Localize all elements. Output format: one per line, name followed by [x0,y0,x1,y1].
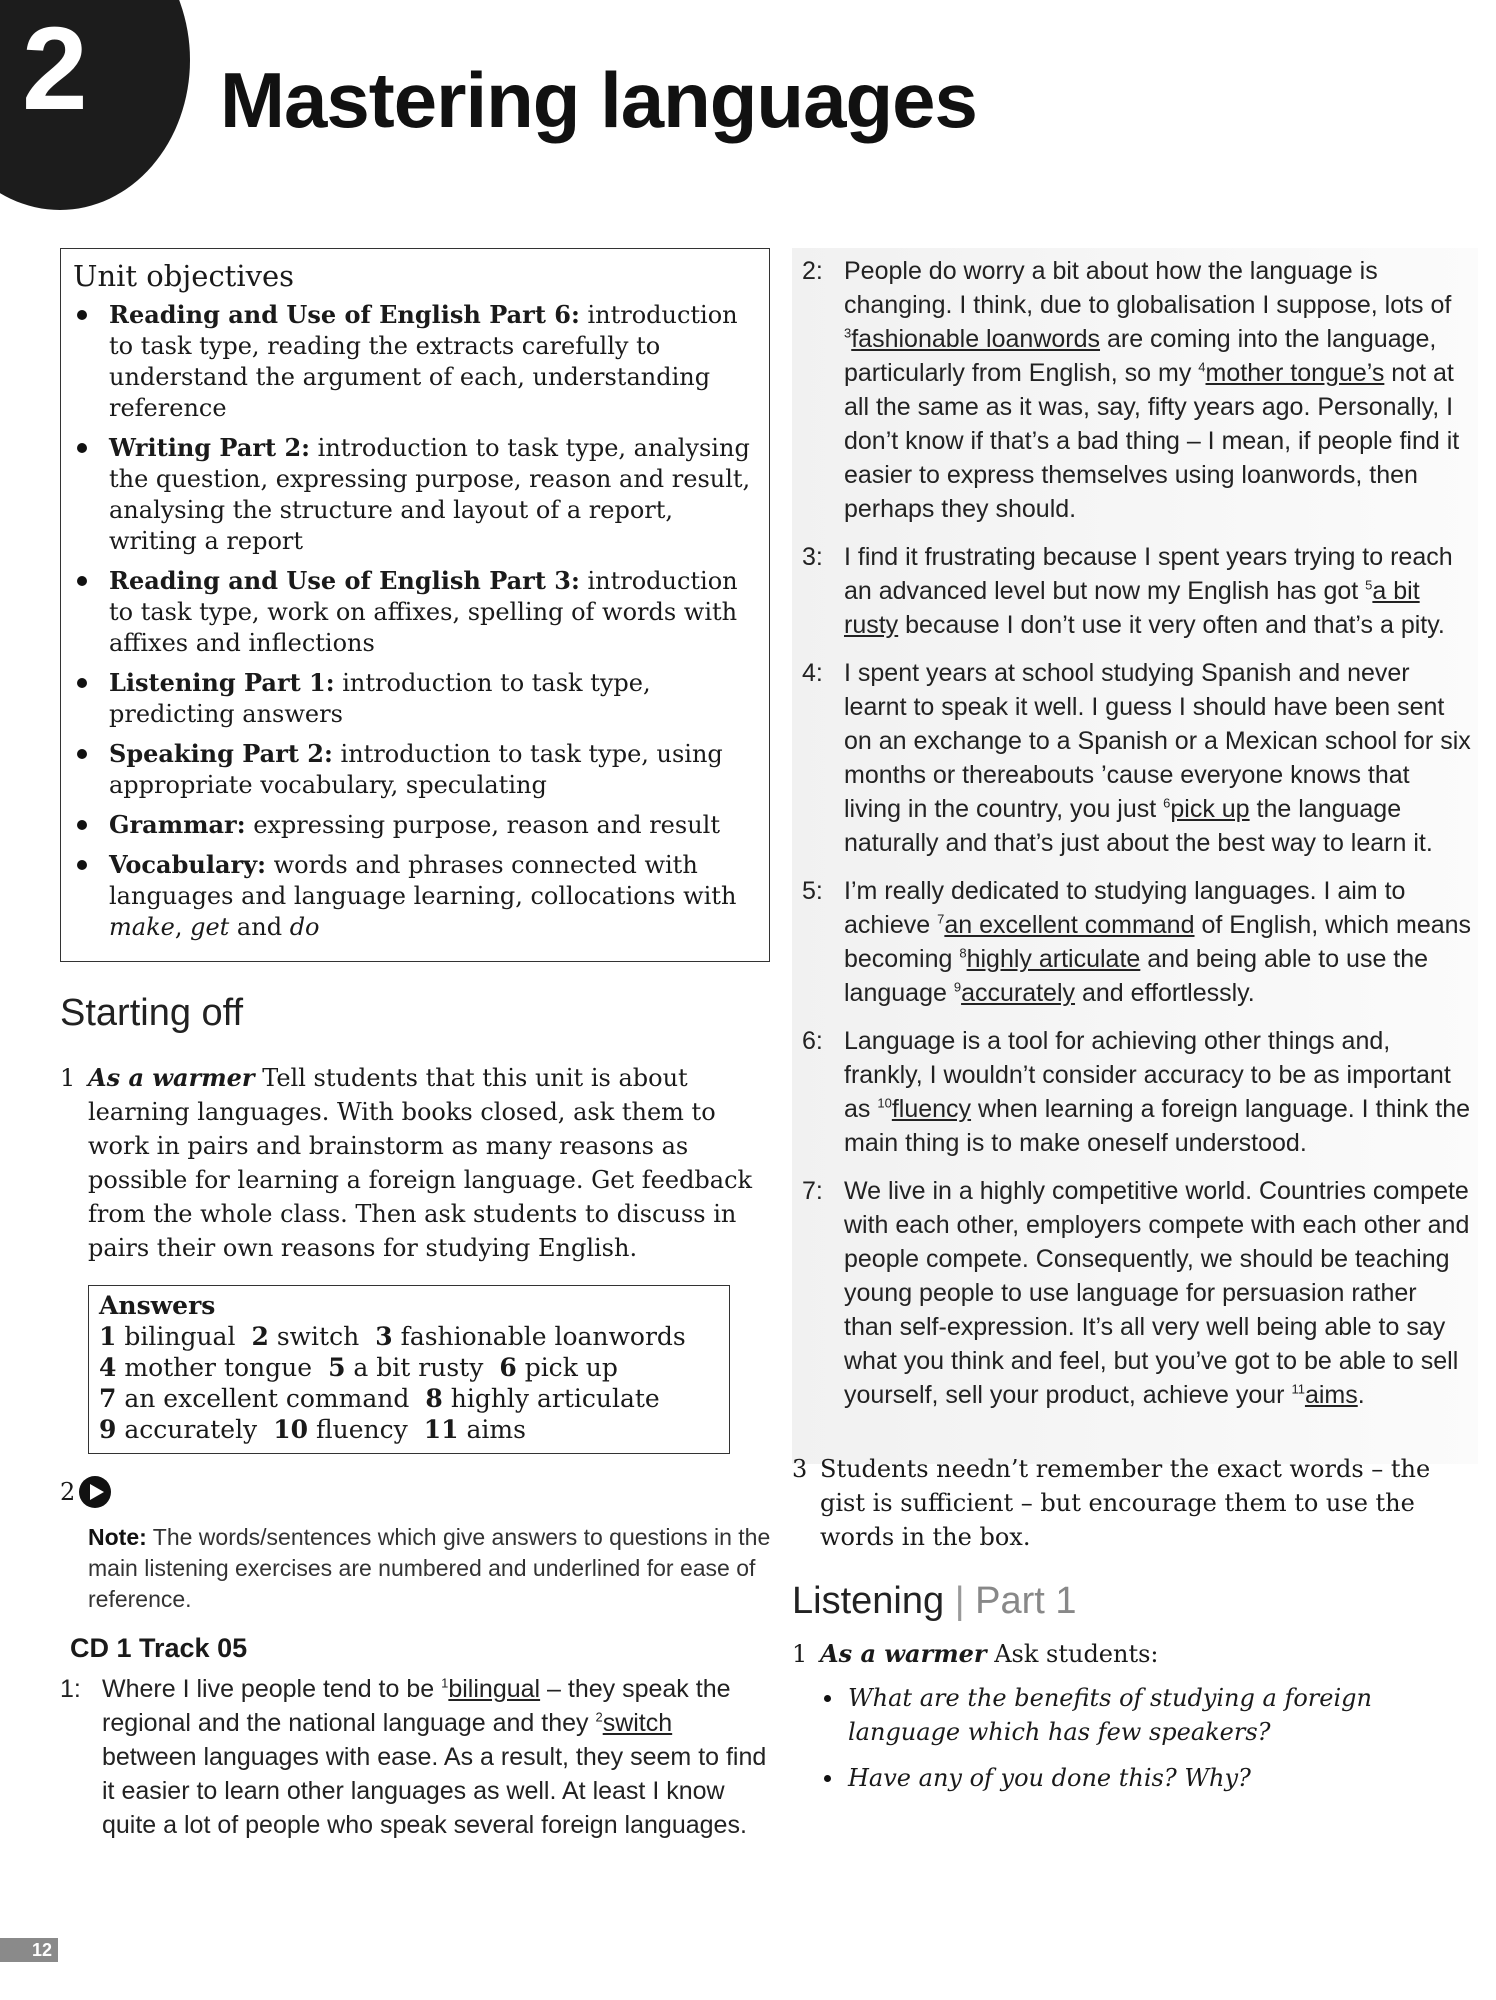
answers-row [99,1321,719,1352]
starting-off-heading: Starting off [60,992,244,1034]
listening-title: Listening [792,1580,945,1622]
answer-ref: 1 [441,1675,449,1691]
speaker-number: 4: [802,659,823,687]
objective-label: Vocabulary [109,850,258,879]
list-item: Reading and Use of English Part 6: introduction to task type, reading the extracts carefully to understand the argument of each, understanding reference [73,299,757,424]
list-item: Grammar: expressing purpose, reason and result [73,809,757,841]
objective-sep: , [174,913,191,941]
answer-number: 3 [375,1322,393,1351]
transcript-text: Where I live people tend to be [102,1675,442,1703]
answers-title: Answers [99,1291,216,1320]
answer-text: pick up [524,1353,618,1382]
exercise-text: Students needn’t remember the exact words – the gist is sufficient – but encourage them to use the words in the box. [820,1455,1431,1551]
objective-label: Speaking Part 2 [109,739,325,768]
left-column [60,248,772,1856]
list-item: Have any of you done this? Why? [820,1761,1472,1795]
objective-text: expressing purpose, reason and result [253,811,720,839]
objective-word: make [109,913,175,941]
list-item: Writing Part 2: introduction to task type, analysing the question, expressing purpose, reason and result, analysing the structure and layout of a report, writing a report [73,432,757,557]
objective-text: introduction to task type, using appropriate vocabulary, speculating [109,740,723,799]
answer-ref: 2 [595,1709,603,1725]
transcript-speaker-2 [802,254,1472,526]
speaker-number: 5: [802,877,823,905]
warmer-label: As a warmer [88,1063,255,1092]
objectives-title: Unit objectives [73,259,295,293]
objective-label: Reading and Use of English Part 6 [109,300,571,329]
teacher-note [88,1522,772,1615]
answer-text: fashionable loanwords [400,1322,686,1351]
exercise-2 [60,1476,772,1508]
answer-underline: aims [1304,1381,1358,1409]
objective-word: do [289,913,320,941]
answer-underline: switch [602,1709,673,1737]
answer-underline: mother tongue’s [1205,359,1385,387]
play-audio-icon[interactable] [79,1476,111,1508]
transcript-speaker-6 [802,1024,1472,1160]
exercise-number: 3 [792,1455,808,1483]
transcript-text: and effortlessly. [1075,979,1255,1007]
exercise-number: 1 [60,1064,76,1092]
answer-ref: 4 [1198,359,1206,375]
answer-text: accurately [124,1415,258,1444]
answer-number: 10 [273,1415,308,1444]
answer-text: switch [276,1322,360,1351]
discussion-questions [792,1681,1472,1795]
list-item: Vocabulary: words and phrases connected with languages and language learning, collocations with make, get and do [73,849,757,943]
listening-part: Part 1 [975,1580,1077,1622]
answer-ref: 10 [877,1095,892,1111]
objective-label: Reading and Use of English Part 3 [109,566,571,595]
answer-ref: 3 [844,325,852,341]
unit-number: 2 [22,3,88,135]
objective-text: introduction to task type, work on affixes, spelling of words with affixes and inflections [109,567,738,657]
answer-ref: 6 [1163,795,1171,811]
transcript-text: are coming into the language, particularly from English, so my [844,325,1437,387]
speaker-number: 3: [802,543,823,571]
transcript [792,248,1472,1412]
answer-number: 7 [99,1384,117,1413]
page-title: Mastering languages [220,56,977,144]
objective-label: Writing Part 2 [109,433,302,462]
transcript-text: and being able to use the language [844,945,1429,1007]
objective-text: introduction to task type, reading the extracts carefully to understand the argument of each, understanding reference [109,301,738,422]
answers-box [88,1285,730,1454]
right-column [792,248,1472,1807]
answers-row [99,1352,719,1383]
objective-label: Grammar [109,810,237,839]
listening-exercise-1 [792,1637,1472,1671]
answer-underline: a bit rusty [844,577,1420,639]
answer-text: an excellent command [124,1384,410,1413]
exercise-1 [60,1061,772,1265]
exercise-number: 2 [60,1478,76,1506]
speaker-number: 1: [60,1675,81,1703]
transcript-text: when learning a foreign language. I think the main thing is to make oneself understood. [844,1095,1471,1157]
heading-separator: | [954,1580,965,1622]
answers-row [99,1383,719,1414]
answer-underline: fluency [891,1095,972,1123]
transcript-speaker-7 [802,1174,1472,1412]
answer-text: bilingual [124,1322,236,1351]
answer-ref: 8 [959,945,967,961]
transcript-text: of English, which means becoming [844,911,1472,973]
objective-text: introduction to task type, predicting answers [109,669,651,728]
answer-text: aims [466,1415,526,1444]
answer-underline: pick up [1170,795,1250,823]
objective-label: Listening Part 1 [109,668,326,697]
answer-ref: 11 [1291,1381,1305,1397]
note-label: Note: [88,1524,147,1550]
transcript-speaker-3 [802,540,1472,642]
answer-underline: an excellent command [944,911,1195,939]
transcript-text: . [1357,1381,1365,1409]
exercise-number: 1 [792,1640,808,1668]
answer-ref: 7 [937,911,945,927]
answer-text: highly articulate [450,1384,660,1413]
cd-track-title: CD 1 Track 05 [70,1633,248,1663]
transcript-speaker-1 [60,1672,772,1842]
transcript-text: – they speak the regional and the national language and they [102,1675,731,1737]
transcript-text: We live in a highly competitive world. Countries compete with each other, employers compete with each other and people compete. Consequently, we should be teaching young people to use language for persuasion rather than self-expression. It’s all very well being able to say what you think and feel, but you’ve got to be able to sell yourself, sell your product, achieve your [844,1177,1470,1409]
exercise-text: Ask students: [994,1640,1159,1668]
exercise-3 [792,1452,1472,1554]
answer-number: 2 [251,1322,269,1351]
list-item: Speaking Part 2: introduction to task type, using appropriate vocabulary, speculating [73,738,757,801]
transcript-speaker-5 [802,874,1472,1010]
answer-text: mother tongue [124,1353,313,1382]
answer-number: 6 [499,1353,517,1382]
answer-number: 11 [423,1415,459,1444]
transcript-text: I spent years at school studying Spanish and never learnt to speak it well. I guess I should have been sent on an exchange to a Spanish or a Mexican school for six months or thereabouts ’cause everyone knows that living in the country, you just [844,659,1471,823]
transcript-text: because I don’t use it very often and that’s a pity. [898,611,1445,639]
list-item: What are the benefits of studying a foreign language which has few speakers? [820,1681,1472,1749]
objectives-list [73,299,757,943]
page-number: 12 [0,1938,58,1962]
speaker-number: 2: [802,257,823,285]
answer-number: 1 [99,1322,117,1351]
transcript-text: between languages with ease. As a result, they seem to find it easier to learn other languages as well. At least I know quite a lot of people who speak several foreign languages. [102,1743,767,1839]
speaker-number: 7: [802,1177,823,1205]
exercise-text: Tell students that this unit is about learning languages. With books closed, ask them to work in pairs and brainstorm as many reasons as possible for learning a foreign language. Get feedback from the whole class. Then ask students to discuss in pairs their own reasons for studying English. [88,1064,753,1262]
objective-word: get [190,913,230,941]
answer-number: 5 [328,1353,346,1382]
answer-underline: accurately [961,979,1076,1007]
listening-heading [792,1580,1472,1623]
speaker-number: 6: [802,1027,823,1055]
transcript-text: I find it frustrating because I spent years trying to reach an advanced level but now my English has got [844,543,1453,605]
answer-text: fluency [315,1415,408,1444]
unit-objectives-box [60,248,770,962]
transcript-speaker-4 [802,656,1472,860]
note-text: The words/sentences which give answers to questions in the main listening exercises are numbered and underlined for ease of reference. [88,1524,771,1612]
transcript-text: I’m really dedicated to studying languages. I aim to achieve [844,877,1406,939]
answer-number: 9 [99,1415,117,1444]
answer-ref: 5 [1365,577,1373,593]
warmer-label: As a warmer [820,1639,987,1668]
list-item: Reading and Use of English Part 3: introduction to task type, work on affixes, spelling of words with affixes and inflections [73,565,757,659]
transcript-text: Language is a tool for achieving other things and, frankly, I wouldn’t consider accuracy to be as important as [844,1027,1451,1123]
answers-row [99,1414,719,1445]
transcript-text: the language naturally and that’s just about the best way to learn it. [844,795,1433,857]
list-item: Listening Part 1: introduction to task type, predicting answers [73,667,757,730]
answer-underline: fashionable loanwords [851,325,1101,353]
answer-number: 4 [99,1353,117,1382]
transcript-text: not at all the same as it was, say, fifty years ago. Personally, I don’t know if that’s a bad thing – I mean, if people find it easier to express themselves using loanwords, then perhaps they should. [844,359,1460,523]
answer-underline: bilingual [448,1675,541,1703]
objective-sep: and [229,913,290,941]
objective-text: introduction to task type, analysing the question, expressing purpose, reason and result, analysing the structure and layout of a report, writing a report [109,434,751,555]
answer-underline: highly articulate [966,945,1141,973]
answer-text: a bit rusty [353,1353,484,1382]
transcript-text: People do worry a bit about how the language is changing. I think, due to globalisation I suppose, lots of [844,257,1452,319]
answer-ref: 9 [953,979,962,995]
answer-number: 8 [425,1384,443,1413]
objective-text: words and phrases connected with languages and language learning, collocations with [109,851,737,910]
